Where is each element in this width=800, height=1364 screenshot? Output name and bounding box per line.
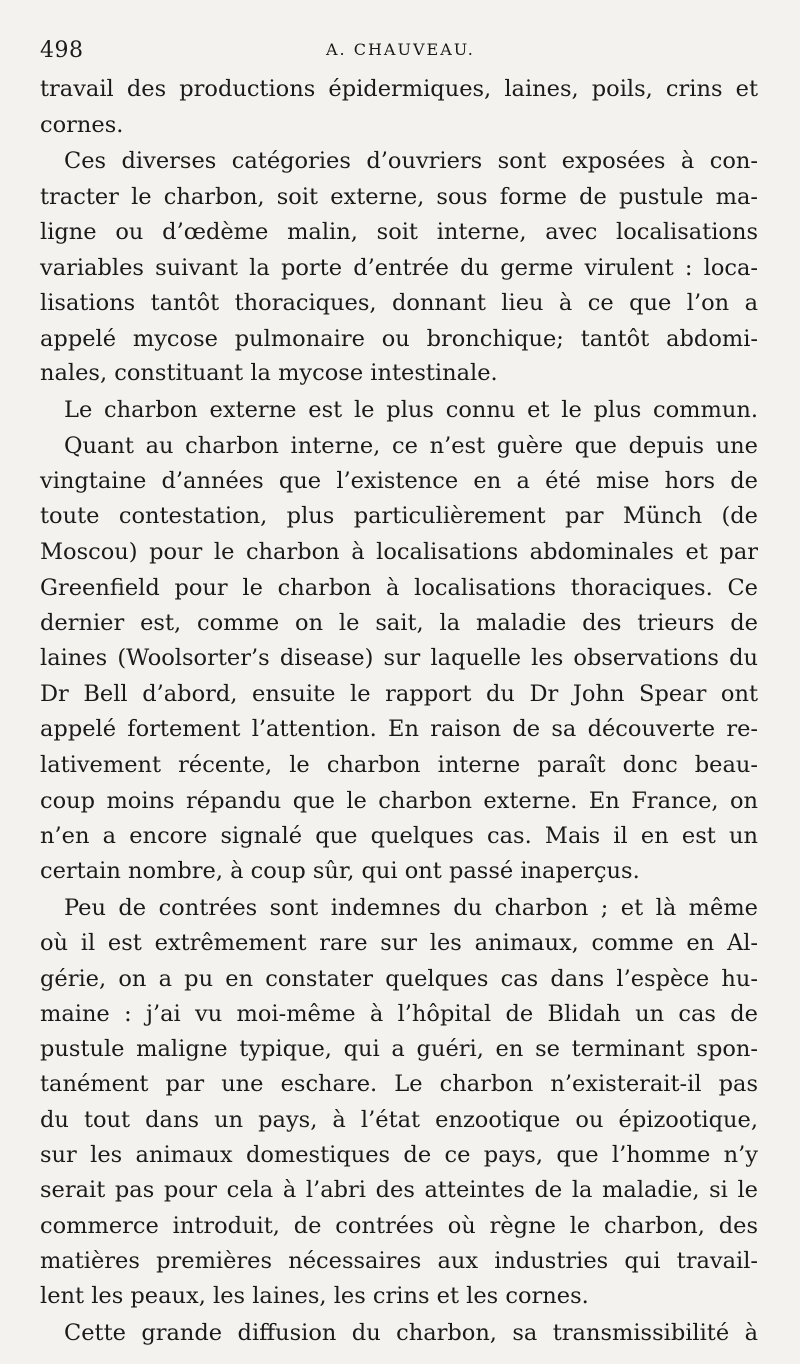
text-line: où il est extrêmement rare sur les animaux, comme en Al- (40, 930, 758, 956)
text-line: travail des productions épidermiques, laines, poils, crins et (40, 76, 758, 102)
text-line: matières premières nécessaires aux industries qui travail- (40, 1248, 758, 1274)
text-line: Le charbon externe est le plus connu et le plus commun. (64, 397, 758, 423)
text-line: laines (Woolsorter’s disease) sur laquelle les observations du (40, 645, 758, 671)
text-line: Greenfield pour le charbon à localisations thoraciques. Ce (40, 575, 758, 601)
text-line: tanément par une eschare. Le charbon n’existerait-il pas (40, 1071, 758, 1097)
text-line: dernier est, comme on le sait, la maladie des trieurs de (40, 610, 758, 636)
text-line: tracter le charbon, soit externe, sous forme de pustule ma- (40, 184, 758, 210)
text-line: Peu de contrées sont indemnes du charbon ; et là même (64, 895, 758, 921)
text-line: vingtaine d’années que l’existence en a été mise hors de (40, 468, 758, 494)
text-line: appelé mycose pulmonaire ou bronchique; tantôt abdomi- (40, 326, 758, 352)
text-line: du tout dans un pays, à l’état enzootique ou épizootique, (40, 1107, 758, 1133)
text-line: pustule maligne typique, qui a guéri, en se terminant spon- (40, 1036, 758, 1062)
text-line: coup moins répandu que le charbon externe. En France, on (40, 788, 758, 814)
text-line: lent les peaux, les laines, les crins et les cornes. (40, 1283, 589, 1309)
text-line: toute contestation, plus particulièrement par Münch (de (40, 503, 758, 529)
text-line: lisations tantôt thoraciques, donnant lieu à ce que l’on a (40, 290, 758, 316)
text-line: certain nombre, à coup sûr, qui ont passé inaperçus. (40, 858, 640, 884)
text-line: nales, constituant la mycose intestinale. (40, 360, 498, 386)
text-line: serait pas pour cela à l’abri des atteintes de la maladie, si le (40, 1177, 758, 1203)
text-line: Moscou) pour le charbon à localisations abdominales et par (40, 539, 758, 565)
text-line: variables suivant la porte d’entrée du germe virulent : loca- (40, 255, 758, 281)
text-line: gérie, on a pu en constater quelques cas dans l’espèce hu- (40, 966, 758, 992)
text-line: n’en a encore signalé que quelques cas. Mais il en est un (40, 823, 758, 849)
text-line: Ces diverses catégories d’ouvriers sont exposées à con- (64, 148, 758, 174)
text-line: ligne ou d’œdème malin, soit interne, avec localisations (40, 219, 758, 245)
text-line: lativement récente, le charbon interne paraît donc beau- (40, 752, 758, 778)
text-line: appelé fortement l’attention. En raison de sa découverte re- (40, 716, 758, 742)
text-line: Cette grande diffusion du charbon, sa transmissibilité à (64, 1320, 758, 1346)
text-line: Dr Bell d’abord, ensuite le rapport du Dr John Spear ont (40, 681, 758, 707)
text-line: commerce introduit, de contrées où règne le charbon, des (40, 1213, 758, 1239)
text-line: sur les animaux domestiques de ce pays, que l’homme n’y (40, 1142, 758, 1168)
running-head: A. CHAUVEAU. (326, 40, 475, 59)
page-number: 498 (40, 38, 84, 63)
text-line: maine : j’ai vu moi-même à l’hôpital de Blidah un cas de (40, 1001, 758, 1027)
text-line: cornes. (40, 112, 124, 138)
text-line: Quant au charbon interne, ce n’est guère que depuis une (64, 433, 758, 459)
